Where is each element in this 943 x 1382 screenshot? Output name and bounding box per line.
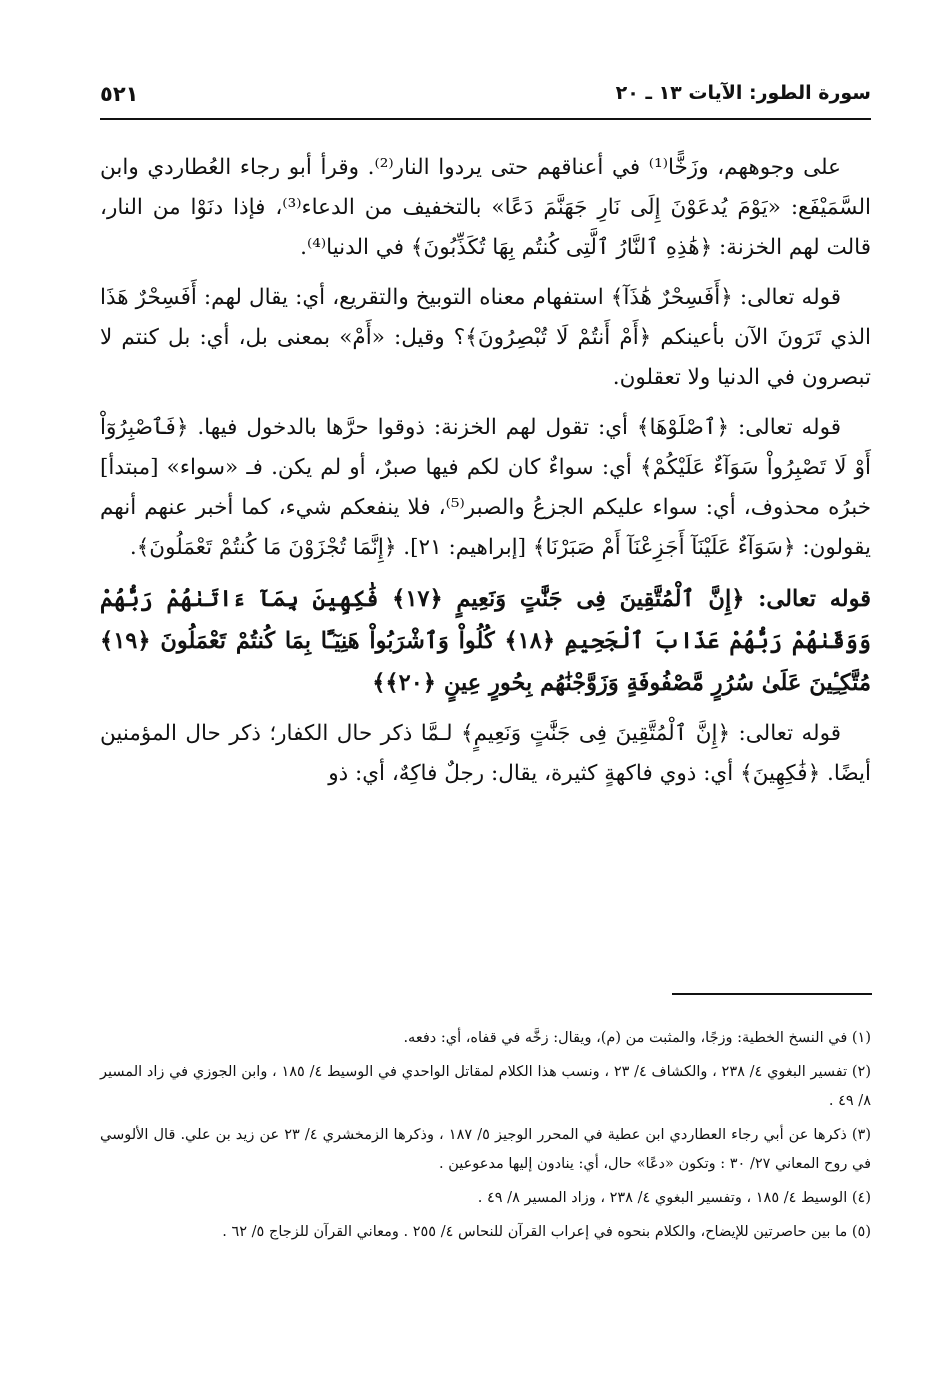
main-text: [100, 148, 871, 804]
footnote-separator: [672, 993, 872, 995]
footnotes: [100, 1024, 871, 1252]
paragraph-3: قوله تعالى: ﴿ٱصْلَوْهَا﴾ أي: تقول لهم الخزنة: ذوقوا حرَّها بالدخول فيها. ﴿فَٱصْبِرُوٓاْ أَوْ لَا تَصْبِرُواْ سَوَآءٌ عَلَيْكُمْ﴾ أي: سواءٌ كان لكم فيها صبرٌ، أو لم يكن. فـ «سواء» [مبتدأ] خبرُه محذوف، أي: سواء عليكم الجزعُ والصبر⁽⁵⁾، فلا ينفعكم شيء، كما أخبر عنهم أنهم يقولون: ﴿سَوَآءٌ عَلَيْنَآ أَجَزِعْنَآ أَمْ صَبَرْنَا﴾ [إبراهيم: ٢١]. ﴿إِنَّمَا تُجْزَوْنَ مَا كُنتُمْ تَعْمَلُونَ﴾.: [100, 415, 871, 560]
footnote-5: (٥) ما بين حاصرتين للإيضاح، والكلام بنحوه في إعراب القرآن للنحاس ٤/ ٢٥٥ . ومعاني القرآن للزجاج ٥/ ٦٢ .: [222, 1224, 871, 1240]
paragraph-4: قوله تعالى: ﴿إِنَّ ٱلْمُتَّقِينَ فِى جَنَّٰتٍ وَنَعِيمٍ﴾ لـمَّا ذكر حال الكفار؛ ذكر حال المؤمنين أيضًا. ﴿فَٰكِهِينَ﴾ أي: ذوي فاكهةٍ كثيرة، يقال: رجلٌ فاكِهٌ، أي: ذو: [100, 721, 871, 786]
quran-verse-block: قوله تعالى: ﴿إِنَّ ٱلْمُتَّقِينَ فِى جَنَّٰتٍ وَنَعِيمٍ ﴿١٧﴾ فَٰكِهِينَ بِمَآ ءَاتَىٰهُمْ رَبُّهُمْ وَوَقَىٰهُمْ رَبُّهُمْ عَذَابَ ٱلْجَحِيمِ ﴿١٨﴾ كُلُواْ وَٱشْرَبُواْ هَنِيٓـًٔا بِمَا كُنتُمْ تَعْمَلُونَ ﴿١٩﴾ مُتَّكِـِٔينَ عَلَىٰ سُرُرٍ مَّصْفُوفَةٍ وَزَوَّجْنَٰهُم بِحُورٍ عِينٍ ﴿٢٠﴾﴾: [100, 586, 872, 696]
page-number: ٥٢١: [100, 82, 139, 106]
footnote-2: (٢) تفسير البغوي ٤/ ٢٣٨ ، والكشاف ٤/ ٢٣ ، ونسب هذا الكلام لمقاتل الواحدي في الوسيط ٤/ ١٨٥ ، وابن الجوزي في زاد المسير ٨/ ٤٩ .: [100, 1064, 872, 1109]
paragraph-2: قوله تعالى: ﴿أَفَسِحْرٌ هَٰذَآ﴾ استفهام معناه التوبيخ والتقريع، أي: يقال لهم: أَفَسِحْرٌ هَذَا الذي تَرَونَ الآن بأعينكم ﴿أَمْ أَنتُمْ لَا تُبْصِرُونَ﴾؟ وقيل: «أَمْ» بمعنى بل، أي: بل كنتم لا تبصرون في الدنيا ولا تعقلون.: [100, 285, 871, 390]
footnote-1: (١) في النسخ الخطية: وزجًا، والمثبت من (م)، ويقال: زخَّه في قفاه، أي: دفعه.: [403, 1030, 871, 1046]
running-title: سورة الطور: الآيات ١٣ ـ ٢٠: [615, 82, 871, 104]
footnote-4: (٤) الوسيط ٤/ ١٨٥ ، وتفسير البغوي ٤/ ٢٣٨ ، وزاد المسير ٨/ ٤٩ .: [477, 1190, 871, 1206]
paragraph-1: على وجوههم، وزَخًّا⁽¹⁾ في أعناقهم حتى يردوا النار⁽²⁾. وقرأ أبو رجاء العُطاردي وابن السَّمَيْفَع: «يَوْمَ يُدعَوْنَ إِلَى نَارِ جَهَنَّمَ دَعًا» بالتخفيف من الدعاء⁽³⁾، فإذا دنَوْا من النار، قالت لهم الخزنة: ﴿هَٰذِهِ ٱلنَّارُ ٱلَّتِى كُنتُم بِهَا تُكَذِّبُونَ﴾ في الدنيا⁽⁴⁾.: [100, 155, 872, 260]
footnote-3: (٣) ذكرها عن أبي رجاء العطاردي ابن عطية في المحرر الوجيز ٥/ ١٨٧ ، وذكرها الزمخشري ٤/ ٢٣ عن زيد بن علي. قال الألوسي في روح المعاني ٢٧/ ٣٠ : وتكون «دعًا» حال، أي: ينادون إليها مدعوعين .: [100, 1127, 872, 1172]
page-header: [100, 82, 871, 120]
